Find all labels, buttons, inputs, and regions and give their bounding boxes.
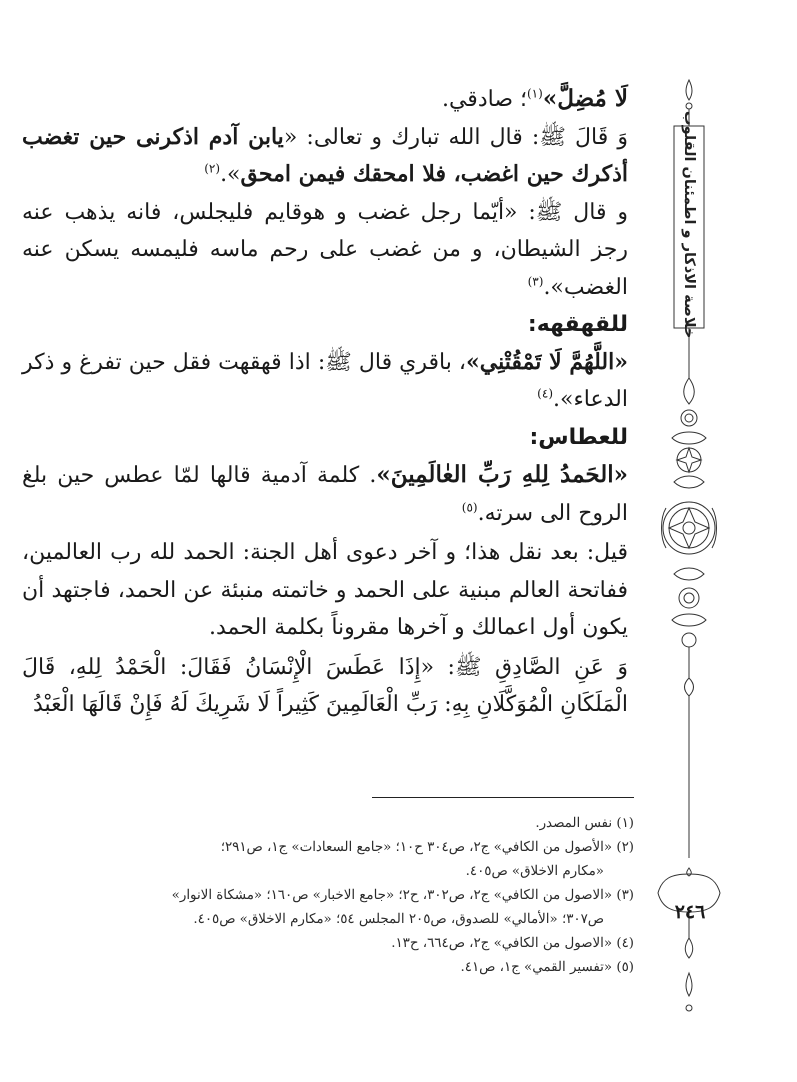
paragraph-3: [22, 194, 628, 307]
footnote-text: «الاصول من الكافي» ج٢، ص٣٠٢، ح٢؛ «جامع الاخبار» ص١٦٠؛ «مشكاة الانوار»: [171, 888, 613, 903]
paragraph-text: . كلمة آدمية قالها لمّا عطس حين بلغ الروح الى سرته.: [22, 463, 628, 526]
paragraph-sneeze: [22, 456, 628, 532]
footnote-text: «الأصول من الكافي» ج٢، ص٣٠٤ ح١٠؛ «جامع السعادات» ج١، ص٢٩١؛: [220, 840, 613, 855]
paragraph-text: و قال ﷺ: «أيّما رجل غضب و هوقايم فليجلس، فانه يذهب عنه رجز الشيطان، و من غضب على رحم ماسه فليمسه يسكن عنه الغضب».: [22, 199, 628, 300]
footnote-ref: (٤): [537, 386, 553, 401]
footnote-ref: (٢): [204, 161, 221, 176]
page-number: ٢٤٦: [674, 901, 706, 923]
footnote-3: [60, 884, 634, 908]
footnote-4: [60, 932, 634, 956]
heading-laughter: للقهقهه:: [527, 312, 628, 337]
heading-sneeze: للعطاس:: [529, 424, 628, 450]
footnote-number: (١): [616, 816, 634, 831]
dua-quote: «اللَّهُمَّ لَا تَمْقُتْنِي»: [466, 348, 628, 375]
footnote-number: (٣): [616, 888, 634, 903]
footnote-text: نفس المصدر.: [535, 816, 613, 831]
hadith-quote: يابن آدم اذكرنى حين تغضب أذكرك حين اغضب، فلا امحقك فيمن امحق: [22, 123, 628, 187]
footnote-divider: [372, 797, 634, 798]
paragraph-hadith: وَ عَنِ الصَّادِقِ ﷺ: «إِذَا عَطَسَ الْإِنْسَانُ فَقَالَ: الْحَمْدُ لِلهِ، قَالَ الْمَلَكَانِ الْمُوَكَّلَانِ بِهِ: رَبِّ الْعَالَمِينَ كَثِيراً لَا شَرِيكَ لَهُ فَإِنْ قَالَهَا الْعَبْدُ: [22, 654, 628, 717]
paragraph-commentary: قيل: بعد نقل هذا؛ و آخر دعوى أهل الجنة: الحمد لله رب العالمين، ففاتحة العالم مبنية على الحمد و خاتمته منبئة عن الحمد، فاجتهد أن يكون أول اعمالك و آخرها مقروناً بكلمة الحمد.: [22, 540, 628, 640]
paragraph-text: ، باقري قال ﷺ: اذا قهقهت فقل حين تفرغ و ذكر الدعاء».: [22, 349, 628, 412]
paragraph-1: [22, 80, 628, 119]
quote-close: ».: [220, 162, 241, 187]
running-title: [673, 111, 705, 339]
footnote-ref: (١): [526, 86, 543, 101]
paragraph-laughter: [22, 344, 628, 419]
footnote-number: (٤): [616, 936, 634, 951]
paragraph-2: [22, 119, 628, 194]
footnote-number: (٢): [616, 840, 634, 855]
footnote-5: [60, 956, 634, 980]
footnotes: [60, 812, 634, 980]
footnote-text: «الاصول من الكافي» ج٢، ص٦٦٤، ح١٣.: [391, 936, 613, 951]
main-text: [22, 80, 628, 724]
footnote-number: (٥): [616, 960, 634, 975]
dua-quote: «الحَمدُ لِلهِ رَبِّ العٰالَمِينَ»: [376, 461, 628, 488]
footnote-ref: (٥): [461, 500, 478, 515]
footnote-2-continued: «مكارم الاخلاق» ص٤٠٥.: [465, 864, 604, 879]
running-title-text: خلاصة الاذكار و اطمئنان القلوب: [681, 111, 697, 339]
footnote-3-continued: ص٣٠٧؛ «الأمالي» للصدوق، ص٢٠٥ المجلس ٥٤؛ «مكارم الاخلاق» ص٤٠٥.: [193, 912, 604, 927]
footnote-ref: (٣): [527, 274, 544, 289]
footnote-1: [60, 812, 634, 836]
paragraph-text: وَ قَالَ ﷺ: قال الله تبارك و تعالى: «: [283, 124, 628, 150]
footnote-text: «تفسير القمي» ج١، ص٤١.: [460, 960, 613, 975]
verse-fragment: لَا مُضِلَّ»: [542, 85, 628, 112]
attribution: ؛ صادقي.: [441, 87, 527, 112]
footnote-2: [60, 836, 634, 860]
